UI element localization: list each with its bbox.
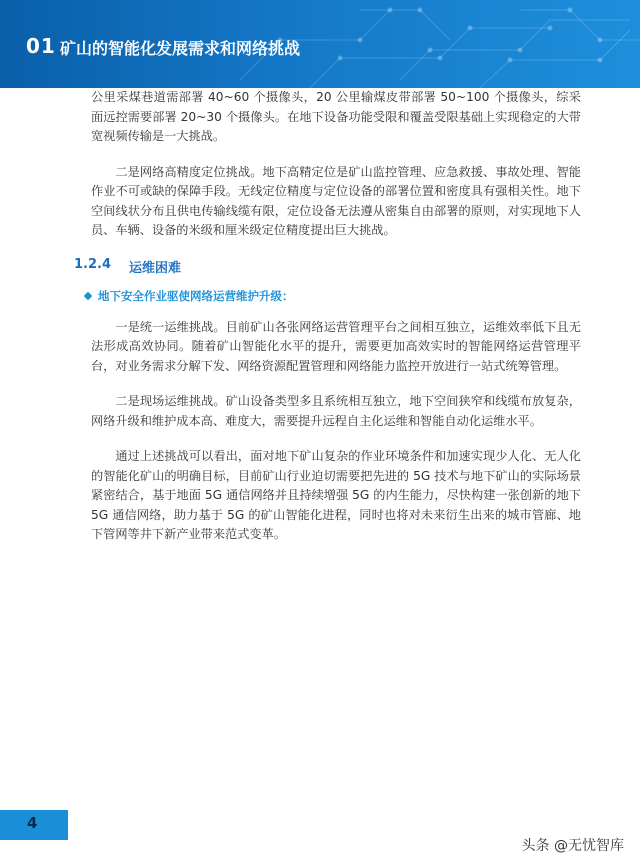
chapter-number: 01 [26,34,56,58]
section-heading [74,257,581,276]
bullet-heading [85,288,581,304]
bullet-heading-text: 地下安全作业驱使网络运营维护升级： [98,288,294,303]
chapter-header-banner [0,0,640,88]
paragraph-positioning-challenge: 二是网络高精度定位挑战。地下高精定位是矿山监控管理、应急救援、事故处理、智能作业不可或缺的保障手段。无线定位精度与定位设备的部署位置和密度具有强相关性。地下空间线状分布且供电传输线缆有限，定位设备无法遵从密集自由部署的原则，对实现地下人员、车辆、设备的米级和厘米级定位精度提出巨大挑战。 [91,164,581,237]
chapter-title: 矿山的智能化发展需求和网络挑战 [60,39,301,58]
watermark-text: 头条 @无忧智库 [521,838,624,854]
paragraph-onsite-ops-challenge: 二是现场运维挑战。矿山设备类型多且系统相互独立，地下空间狭窄和线缆布放复杂，网络升级和维护成本高、难度大，需要提升远程自主化运维和智能自动化运维水平。 [91,394,581,428]
paragraph-unified-ops-challenge: 一是统一运维挑战。目前矿山各张网络运营管理平台之间相互独立，运维效率低下且无法形成高效协同。随着矿山智能化水平的提升，需要更加高效实时的智能网络运营管理平台，对业务需求分解下发、网络资源配置管理和网络能力监控开放进行一站式统筹管理。 [91,319,581,373]
section-number: 1.2.4 [74,256,112,272]
watermark [522,835,624,855]
paragraph-conclusion: 通过上述挑战可以看出，面对地下矿山复杂的作业环境条件和加速实现少人化、无人化的智能化矿山的明确目标，目前矿山行业迫切需要把先进的 5G 技术与地下矿山的实际场景紧密结合，基于地面 5G 通信网络并且持续增强 5G 的内生能力，尽快构建一张创新的地下 5G 通信网络，助力基于 5G 的矿山智能化进程，同时也将对未来衍生出来的城市管廊、地下管网等井下新产业带来范式变革。 [91,449,581,541]
page-number: 4 [27,814,38,832]
section-title: 运维困难 [129,260,182,276]
page-content [74,88,581,561]
paragraph-camera-deployment: 公里采煤巷道需部署 40~60 个摄像头，20 公里输煤皮带部署 50~100 个摄像头，综采面远控需要部署 20~30 个摄像头。在地下设备功能受限和覆盖受限基础上实现稳定的大带宽视频传输是一大挑战。 [91,90,581,143]
diamond-bullet-icon [84,291,92,299]
